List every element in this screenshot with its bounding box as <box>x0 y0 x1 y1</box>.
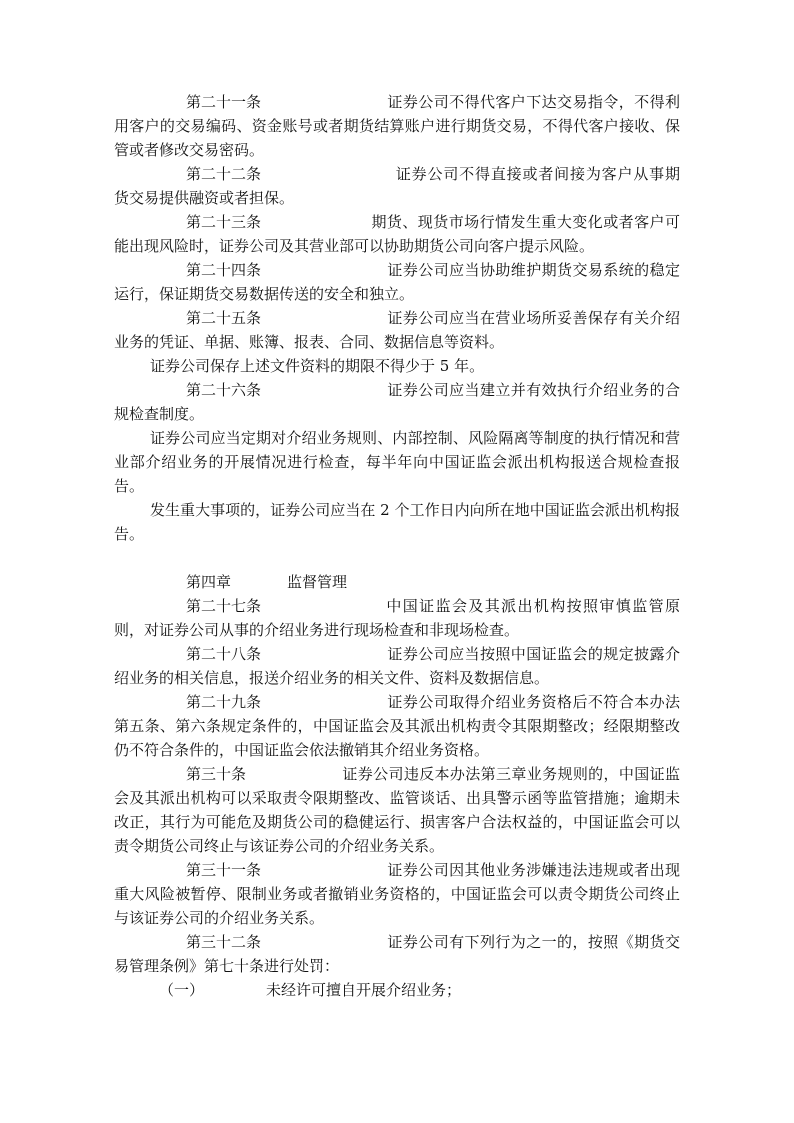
article-text: 证券公司应当建立并有效执行介绍业务的合规检查制度。 <box>114 381 680 423</box>
list-item <box>114 978 680 1002</box>
article-27 <box>114 594 680 642</box>
chapter-title: 监督管理 <box>287 573 348 591</box>
article-number: 第二十四条 <box>186 261 262 279</box>
article-text: 证券公司应当按照中国证监会的规定披露介绍业务的相关信息，报送介绍业务的相关文件、资料及数据信息。 <box>114 645 680 687</box>
article-22 <box>114 162 680 210</box>
article-number: 第三十条 <box>186 765 247 783</box>
article-32 <box>114 930 680 978</box>
article-number: 第三十二条 <box>186 933 262 951</box>
article-30 <box>114 762 680 858</box>
article-text: 证券公司应当在营业场所妥善保存有关介绍业务的凭证、单据、账簿、报表、合同、数据信息等资料。 <box>114 309 680 351</box>
article-31 <box>114 858 680 930</box>
article-number: 第二十九条 <box>186 693 262 711</box>
periodic-check-paragraph: 证券公司应当定期对介绍业务规则、内部控制、风险隔离等制度的执行情况和营业部介绍业务的开展情况进行检查，每半年向中国证监会派出机构报送合规检查报告。 <box>114 429 680 495</box>
item-number: （一） <box>159 981 205 999</box>
article-24 <box>114 258 680 306</box>
article-number: 第二十三条 <box>186 213 262 231</box>
article-text: 证券公司应当协助维护期货交易系统的稳定运行，保证期货交易数据传送的安全和独立。 <box>114 261 680 303</box>
major-event-paragraph: 发生重大事项的，证券公司应当在 2 个工作日内向所在地中国证监会派出机构报告。 <box>114 501 680 543</box>
article-number: 第二十七条 <box>186 597 262 615</box>
article-text: 证券公司取得介绍业务资格后不符合本办法第五条、第六条规定条件的，中国证监会及其派出机构责令其限期整改；经限期整改仍不符合条件的，中国证监会依法撤销其介绍业务资格。 <box>114 693 680 759</box>
article-number: 第二十二条 <box>186 165 262 183</box>
article-text: 证券公司不得直接或者间接为客户从事期货交易提供融资或者担保。 <box>114 165 680 207</box>
article-text: 证券公司因其他业务涉嫌违法违规或者出现重大风险被暂停、限制业务或者撤销业务资格的，中国证监会可以责令期货公司终止与该证券公司的介绍业务关系。 <box>114 861 680 927</box>
article-26 <box>114 378 680 426</box>
article-28 <box>114 642 680 690</box>
article-number: 第二十五条 <box>186 309 262 327</box>
article-text: 证券公司不得代客户下达交易指令，不得利用客户的交易编码、资金账号或者期货结算账户进行期货交易，不得代客户接收、保管或者修改交易密码。 <box>114 93 680 159</box>
article-number: 第三十一条 <box>186 861 262 879</box>
article-text: 证券公司有下列行为之一的，按照《期货交易管理条例》第七十条进行处罚： <box>114 933 680 975</box>
article-21 <box>114 90 680 162</box>
chapter-number: 第四章 <box>186 573 232 591</box>
article-29 <box>114 690 680 762</box>
article-number: 第二十一条 <box>186 93 262 111</box>
article-23 <box>114 210 680 258</box>
item-text: 未经许可擅自开展介绍业务； <box>266 981 462 999</box>
article-text: 中国证监会及其派出机构按照审慎监管原则，对证券公司从事的介绍业务进行现场检查和非现场检查。 <box>114 597 680 639</box>
article-text: 期货、现货市场行情发生重大变化或者客户可能出现风险时，证券公司及其营业部可以协助期货公司向客户提示风险。 <box>114 213 680 255</box>
article-number: 第二十八条 <box>186 645 262 663</box>
article-text: 证券公司违反本办法第三章业务规则的，中国证监会及其派出机构可以采取责令限期整改、监管谈话、出具警示函等监管措施；逾期未改正，其行为可能危及期货公司的稳健运行、损害客户合法权益的，中国证监会可以责令期货公司终止与该证券公司的介绍业务关系。 <box>114 765 680 855</box>
retention-paragraph: 证券公司保存上述文件资料的期限不得少于 5 年。 <box>150 357 485 375</box>
chapter-heading <box>114 570 680 594</box>
article-25 <box>114 306 680 354</box>
article-number: 第二十六条 <box>186 381 262 399</box>
document-page <box>114 90 680 1002</box>
